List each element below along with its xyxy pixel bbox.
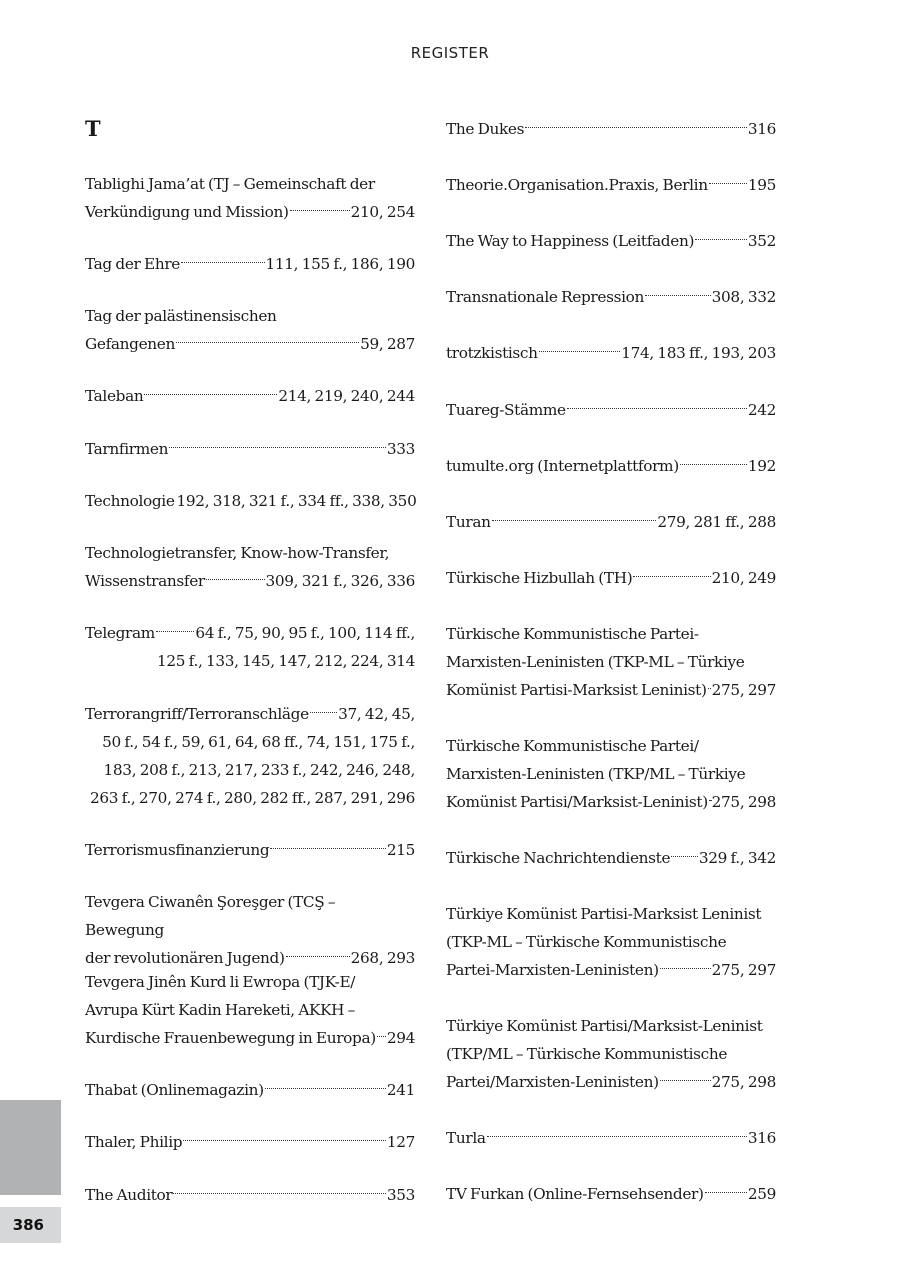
entry-term: Wissenstransfer [85,572,205,590]
entry-term: Thaler, Philip [85,1133,183,1151]
entry-term: trotzkistisch [446,344,538,362]
entry-page-refs: 59, 287 [360,335,415,353]
dot-leader [660,952,711,969]
entry-page-refs: 210, 254 [350,203,415,221]
dot-leader [492,504,657,521]
dot-leader [173,1177,385,1194]
index-entry [85,700,415,812]
entry-leader-line [85,330,415,358]
index-entry [85,302,415,358]
entry-term-line: Tablighi Jama’at (TJ – Gemeinschaft der [85,175,375,193]
index-entry [446,732,776,816]
entry-leader-line [446,1180,776,1208]
entry-leader-line [446,1068,776,1096]
entry-leader-line [85,567,415,595]
entry-term: Thabat (Onlinemagazin) [85,1081,264,1099]
entry-term-line: Marxisten-Leninisten (TKP-ML – Türkiye [446,653,745,671]
entry-term-line: Tevgera Ciwanên Şoreşger (TCŞ – Bewegung [85,893,336,939]
entry-page-refs: 316 [747,1129,776,1147]
entry-page-refs-continued: 183, 208 f., 213, 217, 233 f., 242, 246, 248, [103,761,415,779]
entry-leader-line [446,227,776,255]
entry-page-refs: 111, 155 f., 186, 190 [265,255,415,273]
index-entry [446,227,776,255]
index-entry [85,250,415,278]
entry-term: Partei/Marxisten-Leninisten) [446,1073,659,1091]
entry-page-refs: 352 [747,232,776,250]
dot-leader [169,431,386,448]
entry-page-refs: 241 [386,1081,415,1099]
thumb-index-tab [0,1100,61,1195]
entry-page-refs: 174, 183 ff., 193, 203 [621,344,776,362]
entry-term-line: Avrupa Kürt Kadin Hareketi, AKKH – [85,1001,355,1019]
entry-term-line: Marxisten-Leninisten (TKP/ML – Türkiye [446,765,746,783]
index-entry [85,1181,415,1209]
entry-page-refs: 192 [747,457,776,475]
entry-page-refs: 353 [386,1186,415,1204]
index-entry [85,539,415,595]
entry-leader-line [85,700,415,728]
entry-leader-line [85,435,415,463]
entry-term: Tag der Ehre [85,255,180,273]
entry-leader-line [85,619,415,647]
entry-term: Komünist Partisi-Marksist Leninist) [446,681,707,699]
entry-leader-line [85,1076,415,1104]
dot-leader [181,246,265,263]
entry-term: Verkündigung und Mission) [85,203,289,221]
entry-page-refs: 308, 332 [711,288,776,306]
entry-leader-line [446,283,776,311]
entry-term: Kurdische Frauenbewegung in Europa) [85,1029,376,1047]
dot-leader [156,615,194,632]
entry-page-refs: 268, 293 [350,949,415,967]
index-entry [85,888,415,972]
entry-leader-line [85,198,415,226]
entry-term: Turan [446,513,491,531]
dot-leader [709,784,711,801]
entry-leader-line [85,836,415,864]
dot-leader [310,696,337,713]
dot-leader [695,223,747,240]
index-entry [446,564,776,592]
index-entry [446,283,776,311]
entry-term: tumulte.org (Internetplattform) [446,457,679,475]
entry-term: Transnationale Repression [446,288,644,306]
entry-page-refs: 333 [386,440,415,458]
entry-page-refs: 195 [747,176,776,194]
dot-leader [144,378,277,395]
entry-leader-line [85,1181,415,1209]
entry-page-refs: 275, 298 [711,793,776,811]
index-entry [446,508,776,536]
entry-page-refs: 127 [386,1133,415,1151]
index-entry [446,1180,776,1208]
index-entry [85,1128,415,1156]
entry-leader-line [446,844,776,872]
entry-term: The Auditor [85,1186,173,1204]
entry-page-refs: 275, 297 [711,681,776,699]
entry-term: Tarnfirmen [85,440,169,458]
entry-term: der revolutionären Jugend) [85,949,285,967]
entry-term-line: (TKP/ML – Türkische Kommunistische [446,1045,728,1063]
entry-leader-line [85,382,415,410]
entry-term: Technologie [85,492,175,510]
entry-leader-line [446,339,776,367]
index-entry [446,115,776,143]
dot-leader [708,672,711,689]
index-entry [446,620,776,704]
entry-term: Theorie.Organisation.Praxis, Berlin [446,176,708,194]
entry-page-refs: 215 [386,841,415,859]
entry-term: Taleban [85,387,144,405]
index-entry [85,836,415,864]
dot-leader [709,167,747,184]
entry-leader-line [446,452,776,480]
entry-term-line: Tag der palästinensischen [85,307,277,325]
dot-leader [176,326,359,343]
entry-page-refs: 242 [747,401,776,419]
index-entry [446,1124,776,1152]
dot-leader [705,1176,747,1193]
entry-leader-line [446,171,776,199]
entry-leader-line [446,396,776,424]
dot-leader [671,840,698,857]
entry-term-line: (TKP-ML – Türkische Kommunistische [446,933,727,951]
dot-leader [680,448,747,465]
entry-page-refs: 275, 298 [711,1073,776,1091]
index-entry [446,171,776,199]
index-entry [446,396,776,424]
dot-leader [183,1124,386,1141]
entry-leader-line [85,250,415,278]
entry-term: Telegram [85,624,155,642]
entry-term: Türkische Hizbullah (TH) [446,569,633,587]
dot-leader [206,563,265,580]
entry-leader-line [446,508,776,536]
entry-page-refs: 64 f., 75, 90, 95 f., 100, 114 ff., [195,624,415,642]
index-entry [446,900,776,984]
entry-page-refs: 329 f., 342 [698,849,776,867]
entry-term: The Way to Happiness (Leitfaden) [446,232,695,250]
index-entry [85,170,415,226]
dot-leader [290,194,350,211]
entry-term: Türkische Nachrichtendienste [446,849,671,867]
dot-leader [539,335,621,352]
index-entry [446,1012,776,1096]
entry-term-line: Tevgera Jinên Kurd li Ewropa (TJK-E/ [85,973,356,991]
index-entry [446,452,776,480]
dot-leader [645,279,711,296]
entry-leader-line [85,1024,415,1052]
entry-leader-line [446,1124,776,1152]
entry-page-refs: 192, 318, 321 f., 334 ff., 338, 350 [176,492,417,510]
entry-page-refs: 309, 321 f., 326, 336 [265,572,415,590]
index-entry [85,382,415,410]
index-entry [446,339,776,367]
entry-leader-line [446,956,776,984]
dot-leader [377,1020,386,1037]
entry-term: Partei-Marxisten-Leninisten) [446,961,659,979]
entry-leader-line [446,676,776,704]
section-letter: T [85,116,101,141]
index-entry [85,968,415,1052]
index-entry [85,619,415,675]
entry-page-refs: 214, 219, 240, 244 [278,387,415,405]
dot-leader [270,832,386,849]
dot-leader [286,940,350,957]
entry-term-line: Türkiye Komünist Partisi-Marksist Leninist [446,905,762,923]
entry-page-refs: 210, 249 [711,569,776,587]
dot-leader [660,1064,711,1081]
dot-leader [525,111,747,128]
entry-term-line: Technologietransfer, Know-how-Transfer, [85,544,390,562]
entry-page-refs: 37, 42, 45, [338,705,415,723]
dot-leader [567,392,747,409]
entry-leader-line [85,487,415,515]
entry-term: Komünist Partisi/Marksist-Leninist) [446,793,708,811]
entry-leader-line [85,1128,415,1156]
entry-term-line: Türkiye Komünist Partisi/Marksist-Leninist [446,1017,763,1035]
index-entry [85,487,415,515]
index-entry [446,844,776,872]
entry-term: Turla [446,1129,486,1147]
entry-page-refs: 316 [747,120,776,138]
entry-leader-line [446,564,776,592]
entry-page-refs-continued: 125 f., 133, 145, 147, 212, 224, 314 [157,652,415,670]
dot-leader [487,1120,747,1137]
entry-page-refs: 279, 281 ff., 288 [657,513,776,531]
entry-term: TV Furkan (Online-Fernsehsender) [446,1185,704,1203]
entry-term: The Dukes [446,120,525,138]
running-header: REGISTER [410,44,490,62]
entry-term-line: Türkische Kommunistische Partei- [446,625,699,643]
index-entry [85,435,415,463]
entry-term: Terrorangriff/Terroranschläge [85,705,309,723]
entry-leader-line [446,115,776,143]
entry-term: Terrorismusfinanzierung [85,841,270,859]
entry-leader-line [446,788,776,816]
page-number: 386 [0,1207,61,1243]
dot-leader [633,560,710,577]
index-entry [85,1076,415,1104]
entry-page-refs: 275, 297 [711,961,776,979]
entry-term: Gefangenen [85,335,176,353]
entry-term-line: Türkische Kommunistische Partei/ [446,737,699,755]
entry-page-refs: 259 [747,1185,776,1203]
entry-term: Tuareg-Stämme [446,401,566,419]
dot-leader [265,1072,386,1089]
entry-page-refs-continued: 50 f., 54 f., 59, 61, 64, 68 ff., 74, 151, 175 f., [102,733,415,751]
entry-page-refs: 294 [386,1029,415,1047]
entry-page-refs-continued: 263 f., 270, 274 f., 280, 282 ff., 287, 291, 296 [89,789,415,807]
